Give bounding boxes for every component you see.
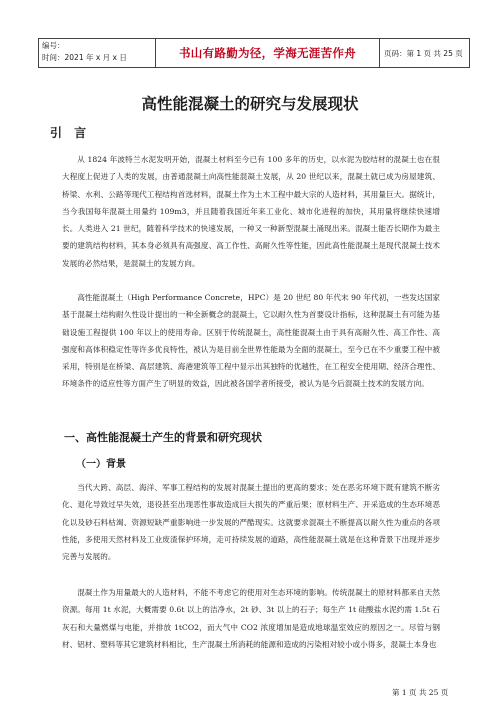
section-heading-1-1: （一）背景: [76, 459, 126, 470]
header-motto: 书山有路勤为径，学海无涯苦作舟: [156, 39, 380, 67]
time-label: 时间：2021 年 x 月 x 日: [42, 53, 127, 62]
number-label: 编号：: [42, 41, 65, 50]
paragraph-3: 当代大跨、高层、海洋、军事工程结构的发展对混凝土提出的更高的要求；处在恶劣环境下既有建筑不断劣化、退化导致过早失效，退役甚至出现恶性事故造成巨大损失的严重后果；原材料生产、开采造成的生态环境恶化以及砂石料枯竭、资源短缺严重影响进一步发展的严酷现实。这就要求混凝土不断提高以耐久性为重点的各项性能，多使用天然材料及工业废渣保护环境，走可持续发展的道路，高性能混凝土就是在这种背景下出现并逐步完善与发展的。: [62, 483, 440, 562]
paragraph-4: 混凝土作为用量最大的人造材料，不能不考虑它的使用对生态环境的影响。传统混凝土的原材料都来自天然资源。每用 1t 水泥，大概需要 0.6t 以上的洁净水，2t 砂、3t 以上的石子；每生产 1t 硅酸盐水泥约需 1.5t 石灰石和大量燃煤与电能，并排放 1tCO2，而大气中 CO2 浓度增加是造成地球温室效应的原因之一。尽管与钢材、铝材、塑料等其它建筑材料相比，生产混凝土所消耗的能源和造成的污染相对较小或小得多，混凝土本身也: [62, 588, 440, 649]
section-heading-1: 一、高性能混凝土产生的背景和研究现状: [64, 431, 262, 444]
document-title: 高性能混凝土的研究与发展现状: [141, 95, 359, 113]
paragraph-1: 从 1824 年波特兰水泥发明开始，混凝土材料至今已有 100 多年的历史，以水泥为胶结材的混凝土也在很大程度上促进了人类的发展，由普通混凝土向高性能混凝土发展，从 20 世纪以来，混凝土就已成为房屋建筑、桥梁、水利、公路等现代工程结构首选材料，混凝土作为土木工程中最大宗的人造材料，其用量巨大。据统计，当今我国每年混凝土用量约 109m3，并且随着我国近年来工业化、城市化进程的加快，其用量将继续快速增长。人类进入 21 世纪，随着科学技术的快速发展，一种又一种新型混凝土涌现出来。混凝土能否长期作为最主要的建筑结构材料，其本身必须具有高强度、高工作性、高耐久性等性能，因此高性能混凝土是现代混凝土技术发展的必然结果，是混凝土的发展方向。: [62, 155, 440, 268]
paragraph-2: 高性能混凝土（High Performance Concrete，HPC）是 20 世纪 80 年代末 90 年代初，一些发达国家基于混凝土结构耐久性设计提出的一种全新概念的混凝土，它以耐久性为首要设计指标，这种混凝土有可能为基础设施工程提供 100 年以上的使用寿命。区别于传统混凝土，高性能混凝土由于具有高耐久性、高工作性、高强度和高体积稳定性等许多优良特性，被认为是目前全世界性能最为全面的混凝土，至今已在不少重要工程中被采用，特别是在桥梁、高层建筑、海港建筑等工程中显示出其独特的优越性，在工程安全使用期、经济合理性、环境条件的适应性等方面产生了明显的效益，因此被各国学者所接受，被认为是今后混凝土技术的发展方向。: [62, 293, 440, 389]
header-meta: [39, 39, 156, 67]
header-page-info: 页码：第 1 页 共 25 页: [384, 48, 463, 58]
page-header: [38, 38, 470, 68]
page-footer: 第 1 页 共 25 页: [392, 688, 449, 697]
intro-heading: 引 言: [50, 126, 91, 140]
